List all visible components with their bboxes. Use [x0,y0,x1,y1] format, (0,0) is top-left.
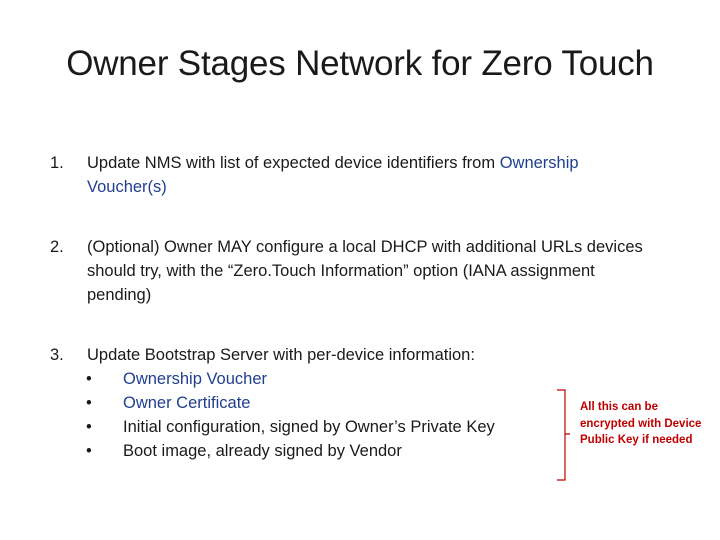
bullet-dot: • [86,418,92,436]
bullet-text: Initial configuration, signed by Owner’s Private Key [123,418,495,436]
bullet-dot: • [86,442,92,460]
item-text-highlight: Ownership Voucher(s) [87,154,579,196]
bullet-text: Owner Certificate [123,394,251,412]
bullet-dot: • [86,370,92,388]
item-number: 1. [50,154,64,172]
slide-title: Owner Stages Network for Zero Touch [66,44,654,83]
item-text: Update Bootstrap Server with per-device information: [87,346,475,364]
item-number: 3. [50,346,64,364]
bullet-text: Boot image, already signed by Vendor [123,442,402,460]
item-text: (Optional) Owner MAY configure a local DHCP with additional URLs devices should try, with the “Zero.Touch Information” option (IANA assignment pending) [87,238,643,304]
right-bracket-icon [552,389,572,481]
bullet-text: Ownership Voucher [123,370,267,388]
item-text [87,151,657,199]
item-text-plain: Update NMS with list of expected device identifiers from [87,154,500,172]
bullet-dot: • [86,394,92,412]
item-number: 2. [50,238,64,256]
encryption-note: All this can be encrypted with Device Public Key if needed [580,401,702,446]
